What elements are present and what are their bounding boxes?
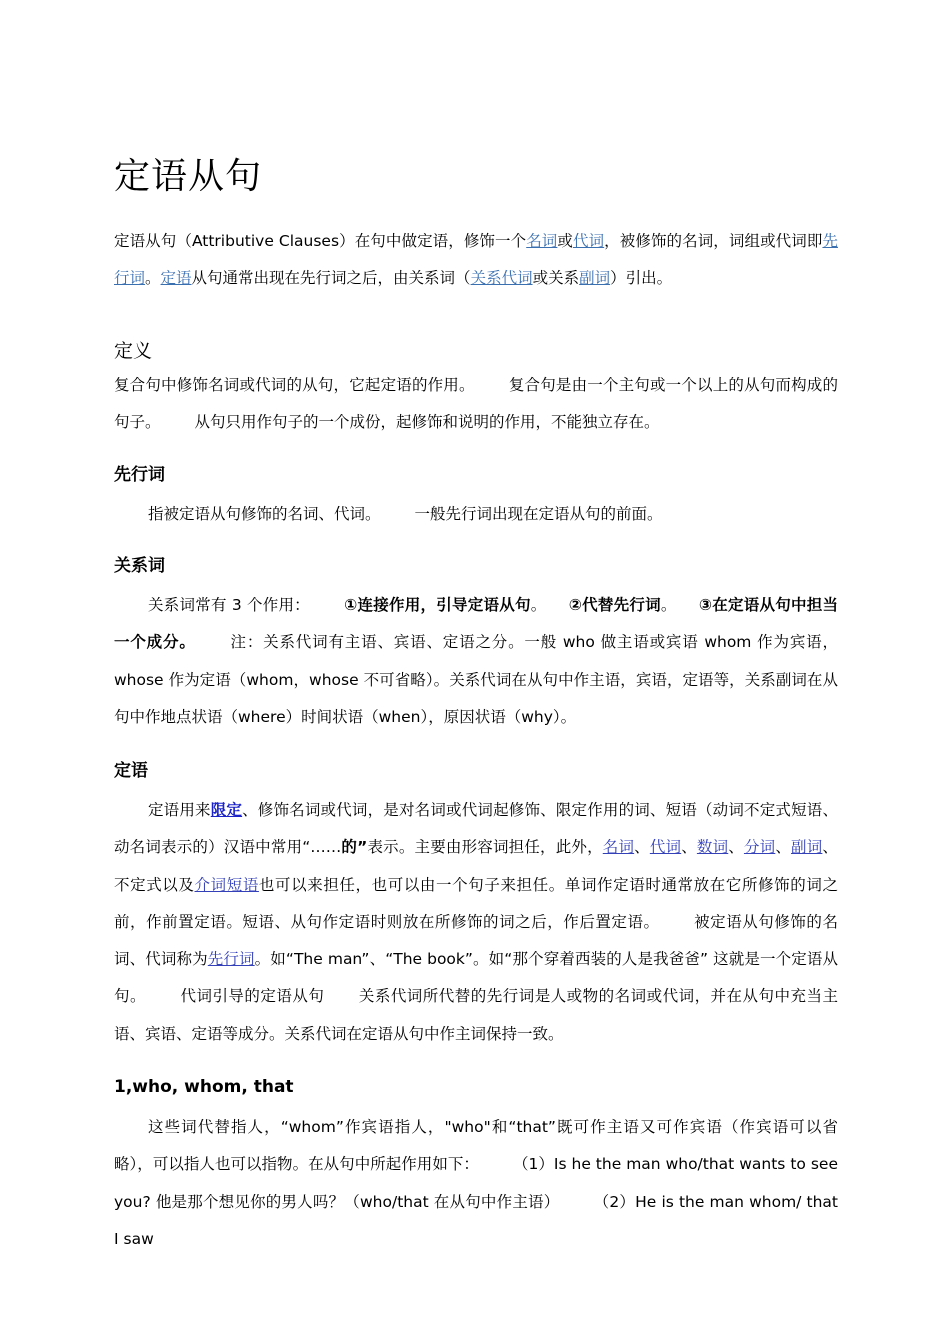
attributive-bold: 的” bbox=[341, 838, 368, 857]
link-antecedent[interactable]: 先行词 bbox=[114, 232, 838, 288]
separator: 、 bbox=[728, 838, 744, 857]
relative-point-3: ③在定语从句中担当一个成分。 bbox=[114, 596, 838, 652]
link-noun-2[interactable]: 名词 bbox=[602, 838, 635, 857]
relative-point-2: ②代替先行词 bbox=[568, 596, 661, 614]
relative-text: 关系词常有 3 个作用： bbox=[148, 596, 310, 614]
link-noun[interactable]: 名词 bbox=[526, 232, 558, 250]
separator: 、 bbox=[634, 838, 650, 857]
intro-text: 或关系 bbox=[532, 269, 580, 288]
attributive-text: 代词引导的定语从句 bbox=[179, 987, 325, 1006]
who-example-2: （2）He is the man whom/ that I saw bbox=[114, 1192, 838, 1248]
intro-text: ，被修饰的名词，词组或代词即 bbox=[604, 232, 823, 250]
intro-paragraph bbox=[114, 223, 838, 298]
attributive-text: 、不定式以及 bbox=[114, 838, 838, 894]
attributive-text: 关系代词所代替的先行词是人或物的名词或代词，并在从句中充当主语、宾语、定语等成分。关系代词在定语从句中作主词保持一致。 bbox=[114, 987, 838, 1043]
relative-text: 。 bbox=[660, 596, 677, 614]
relative-text: 。 bbox=[530, 596, 547, 614]
who-paragraph bbox=[114, 1109, 838, 1258]
link-relative-pronoun[interactable]: 关系代词 bbox=[470, 269, 533, 288]
link-antecedent-2[interactable]: 先行词 bbox=[207, 950, 255, 969]
definition-paragraph bbox=[114, 367, 838, 442]
antecedent-text: 一般先行词出现在定语从句的前面。 bbox=[414, 505, 663, 523]
link-pronoun[interactable]: 代词 bbox=[572, 232, 605, 250]
link-adverb-2[interactable]: 副词 bbox=[791, 838, 823, 857]
section-heading-attributive: 定语 bbox=[114, 761, 148, 781]
definition-text: 从句只用作句子的一个成份，起修饰和说明的作用，不能独立存在。 bbox=[194, 413, 660, 432]
section-heading-relative: 关系词 bbox=[114, 556, 165, 576]
attributive-text: 、修饰名词或代词，是对名词或代词起修饰、限定作用的词、短语（动词不定式短语、动名词表示的）汉语中常用“…… bbox=[114, 801, 838, 857]
intro-text: 。 bbox=[145, 269, 161, 288]
attributive-paragraph bbox=[114, 792, 838, 1053]
attributive-text: 也可以来担任，也可以由一个句子来担任。单词作定语时通常放在它所修饰的词之前，作前置定语。短语、从句作定语时则放在所修饰的词之后，作后置定语。 bbox=[114, 875, 838, 931]
link-attributive[interactable]: 定语 bbox=[160, 269, 192, 288]
antecedent-text: 指被定语从句修饰的名词、代词。 bbox=[148, 505, 381, 523]
attributive-text: 表示。主要由形容词担任，此外， bbox=[367, 838, 603, 857]
attributive-text: 被定语从句修饰的名词、代词称为 bbox=[114, 912, 838, 969]
attributive-text: 定语用来 bbox=[148, 801, 211, 819]
link-pronoun-2[interactable]: 代词 bbox=[649, 838, 682, 857]
section-heading-definition: 定义 bbox=[114, 340, 153, 362]
link-restrict[interactable]: 限定 bbox=[210, 801, 243, 819]
section-heading-who: 1,who, whom, that bbox=[114, 1077, 294, 1097]
link-prep-phrase[interactable]: 介词短语 bbox=[194, 875, 259, 894]
link-adverb[interactable]: 副词 bbox=[579, 269, 611, 288]
antecedent-paragraph bbox=[114, 496, 838, 533]
intro-text: 或 bbox=[557, 232, 573, 250]
who-text: 这些词代替指人，“whom”作宾语指人，"who"和“that”既可作主语又可作宾语（作宾语可以省略），可以指人也可以指物。在从句中所起作用如下： bbox=[114, 1118, 838, 1174]
separator: 、 bbox=[681, 838, 697, 857]
intro-text: 定语从句（Attributive Clauses）在句中做定语，修饰一个 bbox=[114, 232, 527, 250]
separator: 、 bbox=[775, 838, 792, 857]
relative-note: 注：关系代词有主语、宾语、定语之分。一般 who 做主语或宾语 whom 作为宾语，whose 作为定语（whom，whose 不可省略）。关系代词在从句中作主语，宾语，定语等，关系副词在从句中作地点状语（where）时间状语（when），原因状语（why）。 bbox=[114, 633, 838, 726]
attributive-text: 。如“The man”、“The book”。如“那个穿着西装的人是我爸爸” 这就是一个定语从句。 bbox=[114, 950, 838, 1006]
relative-point-1: ①连接作用，引导定语从句 bbox=[343, 596, 531, 614]
relative-paragraph bbox=[114, 587, 838, 736]
section-heading-antecedent: 先行词 bbox=[114, 465, 165, 485]
page-title: 定语从句 bbox=[114, 156, 263, 197]
intro-text: ）引出。 bbox=[610, 269, 673, 288]
definition-text: 复合句中修饰名词或代词的从句，它起定语的作用。 bbox=[114, 376, 475, 394]
link-participle[interactable]: 分词 bbox=[743, 838, 776, 857]
definition-text: 复合句是由一个主句或一个以上的从句而构成的句子。 bbox=[114, 376, 838, 432]
link-numeral[interactable]: 数词 bbox=[696, 838, 729, 857]
who-example-1: （1）Is he the man who/that wants to see you? 他是那个想见你的男人吗？（who/that 在从句中作主语） bbox=[114, 1155, 838, 1211]
intro-text: 从句通常出现在先行词之后，由关系词（ bbox=[191, 269, 471, 288]
